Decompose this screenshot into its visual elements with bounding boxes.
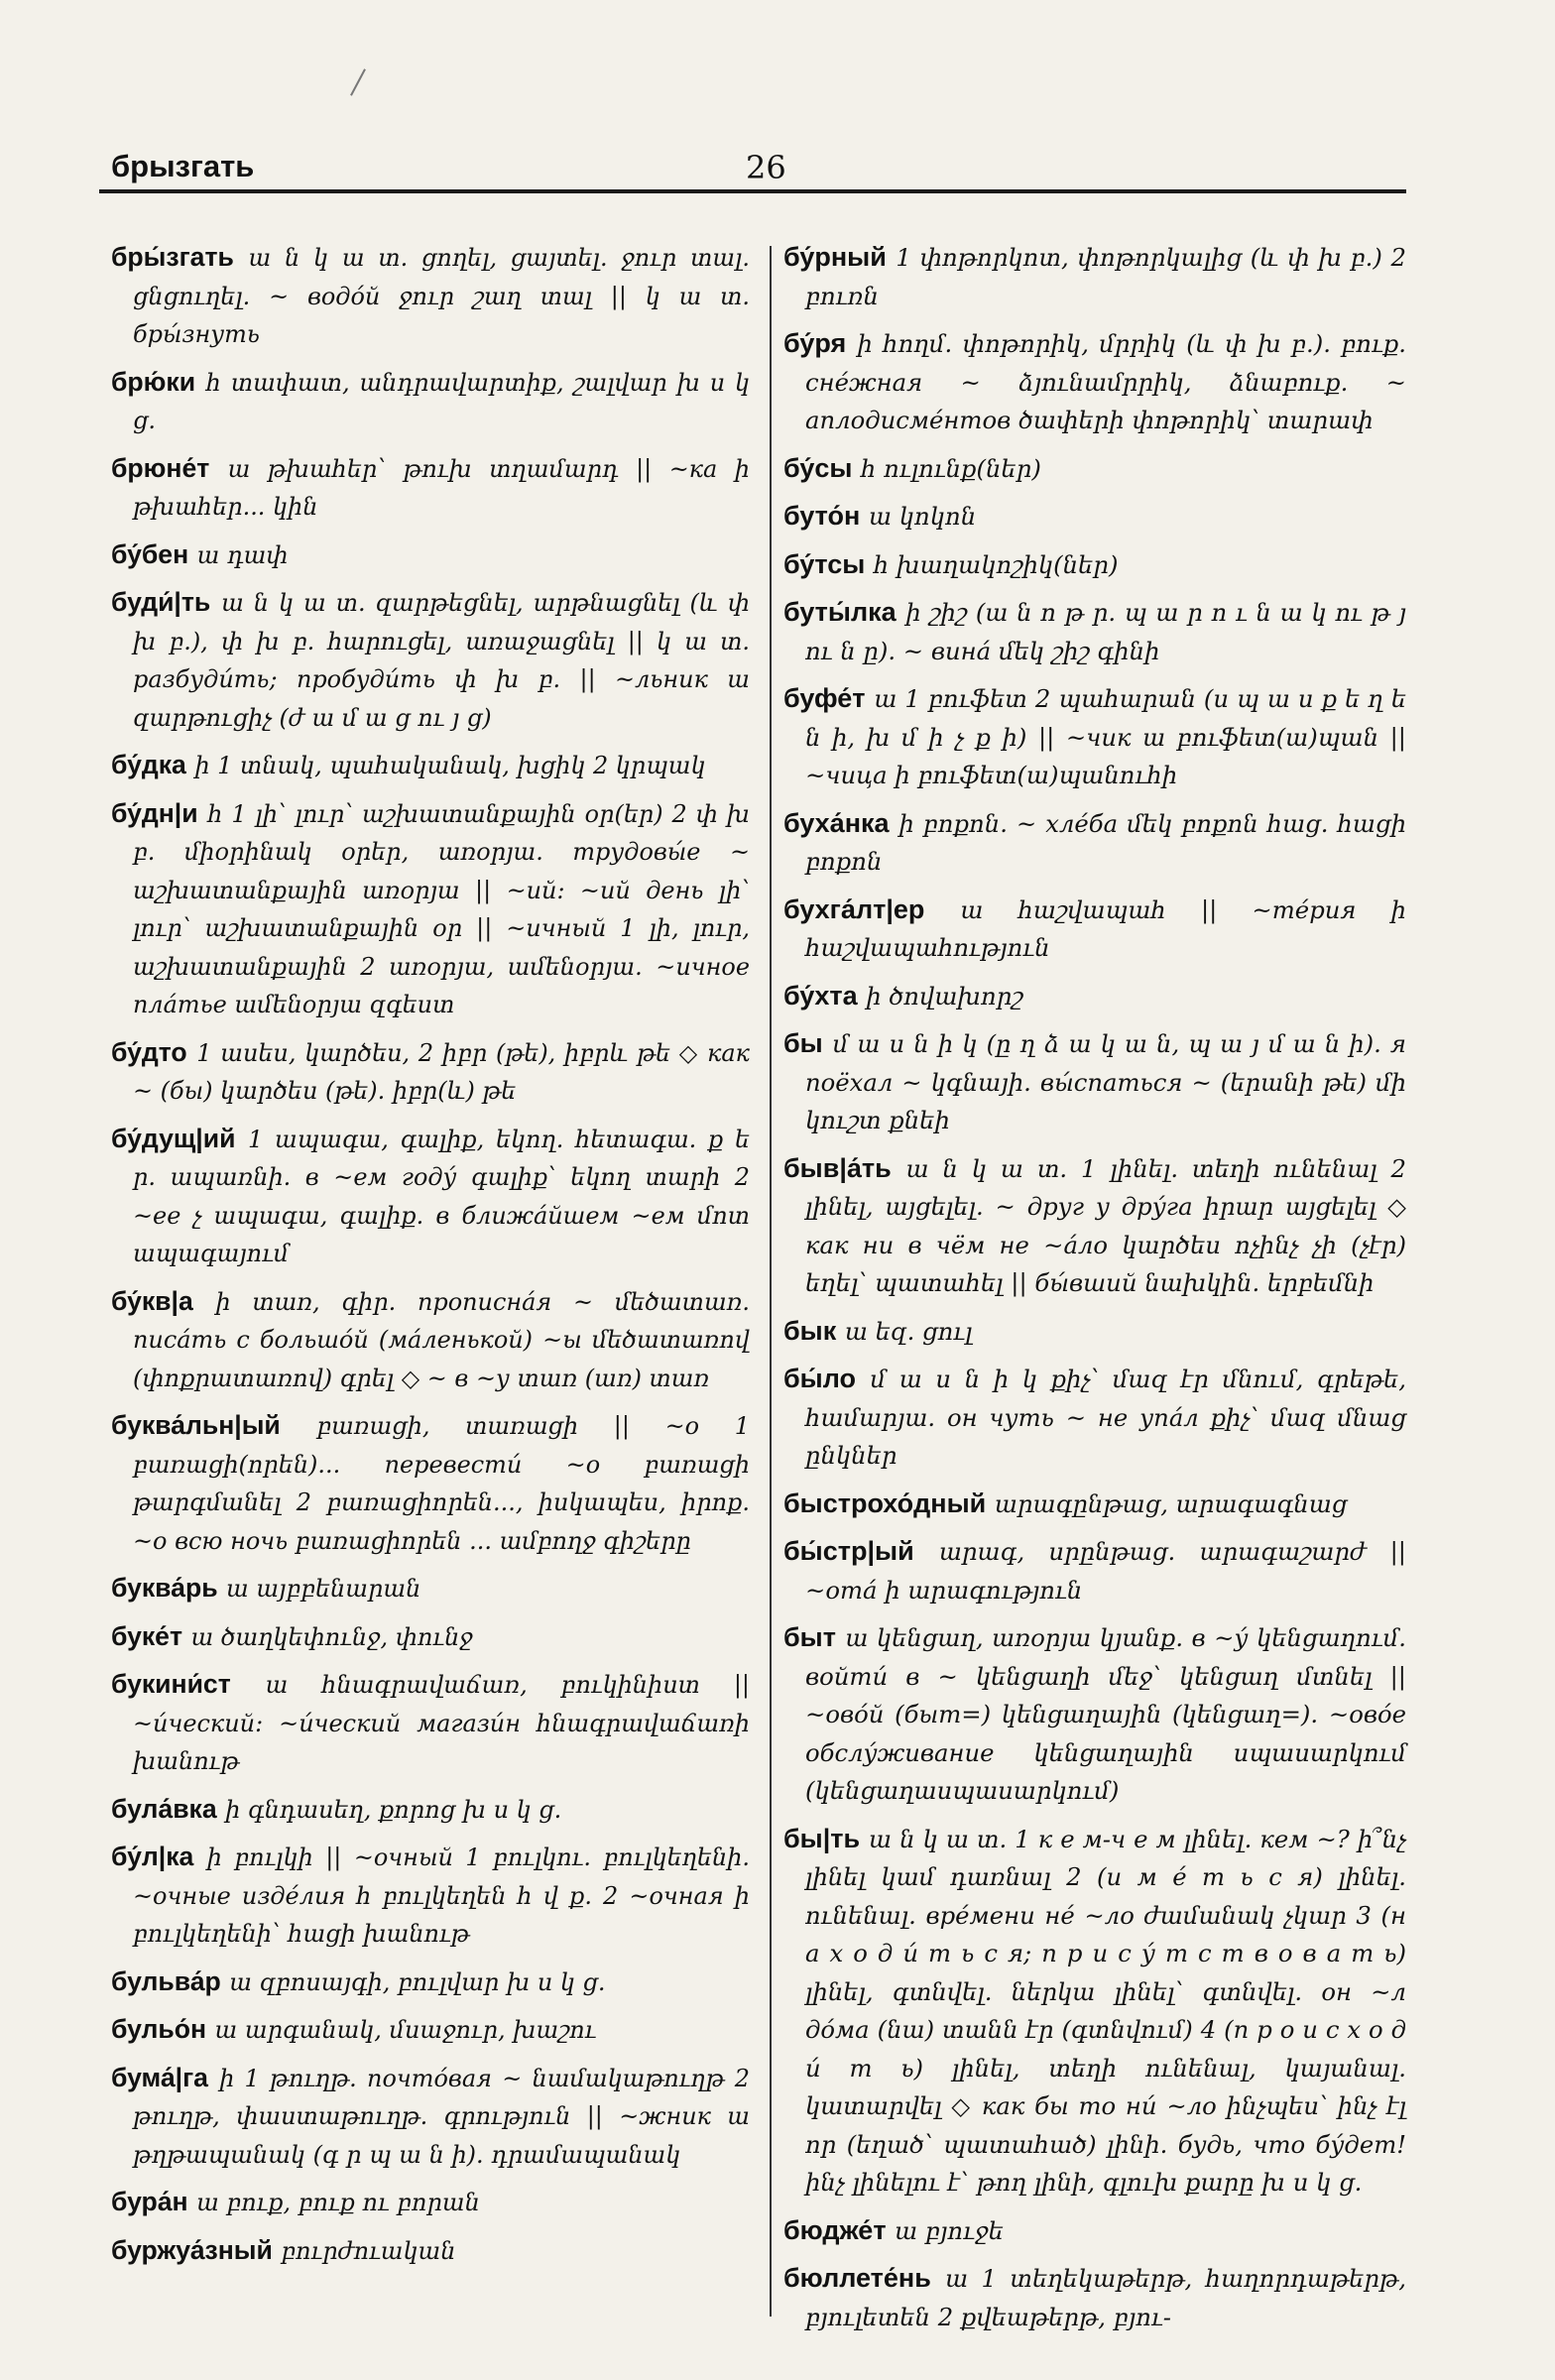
entry-definition: ա ն կ ա տ. ցողել, ցայտել. ջուր տալ. ցնցուղել. ~ водо́й ջուր շաղ տալ || կ ա տ. бры́знуть: [133, 244, 750, 348]
dictionary-entry: [111, 1033, 750, 1111]
entry-definition: ա թխահեր՝ թուխ տղամարդ || ~ка ի թխահեր... կին: [133, 454, 750, 521]
dictionary-entry: [111, 794, 750, 1024]
entry-headword: бу́бен: [111, 538, 189, 569]
entry-headword: быт: [783, 1622, 836, 1652]
column-divider: [770, 246, 772, 2317]
entry-definition: ա 1 տեղեկաթերթ, հաղորդաթերթ, բյուլետեն 2 քվեաթերթ, բյու-: [805, 2264, 1406, 2331]
entry-headword: бухга́лт|ер: [783, 893, 925, 924]
dictionary-entry: [111, 746, 750, 785]
entry-headword: буто́н: [783, 501, 861, 531]
dictionary-entry: [783, 1149, 1406, 1303]
dictionary-entry: [111, 1406, 750, 1560]
page-number: 26: [746, 149, 786, 186]
entry-definition: ի գնդասեղ, քորոց խ ս կ ց.: [225, 1795, 562, 1824]
entry-headword: бу́дка: [111, 750, 186, 779]
entry-headword: бу́рный: [783, 242, 887, 272]
entry-definition: ա արգանակ, մսաջուր, խաշու: [214, 2016, 597, 2044]
entry-headword: буха́нка: [783, 807, 890, 838]
entry-definition: ի 1 թուղթ. почто́вая ~ նամակաթուղթ 2 թուղթ, փաստաթուղթ. գրություն || ~жник ա թղթապանակ (գ ր պ ա ն ի). դրամապանակ: [133, 2064, 750, 2169]
entry-headword: буди́|ть: [111, 587, 211, 617]
entry-definition: ա զբոսայգի, բուլվար խ ս կ ց.: [229, 1967, 606, 1996]
dictionary-entry: [783, 1485, 1406, 1524]
dictionary-entry: [783, 1618, 1406, 1811]
dictionary-entry: [783, 545, 1406, 585]
dictionary-entry: [783, 238, 1406, 315]
entry-definition: ի շիշ (ա ն ո թ ր. պ ա ր ո ւ ն ա կ ու թ յ ու ն ը). ~ вина́ մեկ շիշ գինի: [805, 598, 1406, 665]
entry-definition: ա ծաղկեփունջ, փունջ: [190, 1622, 473, 1651]
entry-definition: հ տափատ, անդրավարտիք, շալվար խ ս կ ց.: [133, 368, 750, 434]
entry-definition: ա դափ: [196, 540, 289, 569]
entry-definition: ի բուլկի || ~очный 1 բուլկու. բուլկեղենի. ~очные изде́лия հ բուլկեղեն հ վ ք. 2 ~очная ի բուլկեղենի՝ հացի խանութ: [133, 1844, 750, 1948]
header-rule: [99, 189, 1406, 193]
entry-definition: ի 1 տնակ, պահականակ, խցիկ 2 կրպակ: [194, 752, 706, 779]
entry-headword: бума́|га: [111, 2062, 208, 2092]
entry-definition: ա բուք, բուք ու բորան: [196, 2189, 480, 2216]
left-column: [111, 238, 750, 2340]
entry-headword: буква́рь: [111, 1573, 218, 1603]
dictionary-entry: [111, 2183, 750, 2222]
page-header: [111, 149, 1400, 192]
dictionary-entry: [111, 1569, 750, 1608]
entry-headword: бу́тсы: [783, 548, 866, 579]
entry-headword: буты́лка: [783, 597, 897, 627]
dictionary-entry: [783, 679, 1406, 795]
entry-headword: бу́дущ|ий: [111, 1123, 236, 1153]
entry-headword: бу́кв|а: [111, 1285, 193, 1316]
entry-definition: արագընթաց, արագագնաց: [994, 1488, 1348, 1518]
entry-definition: բուրժուական: [281, 2236, 456, 2265]
entry-definition: հ ուլունք(ներ): [861, 453, 1041, 483]
dictionary-entry: [111, 2010, 750, 2050]
dictionary-entry: [783, 449, 1406, 489]
entry-headword: брюне́т: [111, 452, 210, 483]
entry-definition: ի հողմ. փոթորիկ, մրրիկ (և փ խ բ.). բուք. сне́жная ~ ձյունամրրիկ, ձնաբուք. ~ аплодисме́нтов ծափերի փոթորիկ՝ տարափ: [805, 329, 1406, 434]
dictionary-entry: [783, 593, 1406, 670]
entry-definition: ա այբբենարան: [226, 1575, 421, 1603]
entry-headword: бы́ло: [783, 1364, 857, 1393]
entry-headword: бульо́н: [111, 2014, 207, 2044]
entry-headword: бу́сы: [783, 452, 853, 483]
entry-headword: бу́дто: [111, 1036, 187, 1067]
entry-headword: бык: [783, 1315, 837, 1346]
entry-headword: быв|а́ть: [783, 1152, 892, 1183]
entry-definition: ա 1 բուֆետ 2 պահարան (ս պ ա ս ք ե ղ ե ն ի, խ մ ի չ ք ի) || ~чик ա բուֆետ(ա)պան || ~чица ի բուֆետ(ա)պանուհի: [805, 684, 1406, 789]
dictionary-entry: [111, 2231, 750, 2271]
entry-headword: быстрохо́дный: [783, 1488, 987, 1518]
dictionary-entry: [111, 449, 750, 527]
entry-headword: бу́дн|и: [111, 797, 198, 828]
entry-definition: 1 ապագա, գալիք, եկող. հետագա. ք ե ր. ապառնի. в ~ем году́ գալիք՝ եկող տարի 2 ~ее չ ապագա, գալիք. в ближа́йшем ~ем մոտ ապագայում: [133, 1125, 750, 1267]
entry-definition: հ խաղակոշիկ(ներ): [873, 549, 1119, 579]
entry-definition: 1 ասես, կարծես, 2 իբր (թե), իբրև թե ◇ как ~ (бы) կարծես (թե). իբր(և) թե: [133, 1038, 750, 1105]
entry-headword: бы|ть: [783, 1823, 861, 1853]
entry-definition: մ ա ս ն ի կ քիչ՝ մազ էր մնում, գրեթե, համարյա. он чуть ~ не упа́л քիչ՝ մազ մնաց ընկներ: [805, 1365, 1406, 1470]
dictionary-entry: [111, 1790, 750, 1830]
entry-definition: ի ծովախորշ: [866, 981, 1023, 1011]
dictionary-entry: [783, 1360, 1406, 1476]
entry-headword: бы: [783, 1028, 823, 1058]
entry-definition: ա կոկոն: [868, 502, 977, 531]
entry-definition: ա ն կ ա տ. 1 լինել. տեղի ունենալ 2 լինել, այցելել. ~ друг у дру́га իրար այցելել ◇ как ни в чём не ~а́ло կարծես ոչինչ չի (չէր) եղել՝ պատահել || бы́вший նախկին. երբեմնի: [805, 1153, 1406, 1297]
dictionary-entry: [783, 2211, 1406, 2251]
entry-definition: ա հնագրավաճառ, բուկինիստ || ~и́ческий: ~и́ческий магази́н հնագրավաճառի խանութ: [133, 1671, 750, 1775]
entry-definition: ա եզ. ցուլ: [844, 1316, 973, 1346]
entry-definition: ա ն կ ա տ. զարթեցնել, արթնացնել (և փ խ բ.), փ խ բ. հարուցել, առաջացնել || կ ա տ. разбуди́ть; пробуди́ть փ խ բ. || ~льник ա զարթուցիչ (ժ ա մ ա ց ու յ ց): [133, 589, 750, 732]
entry-headword: бу́хта: [783, 980, 858, 1011]
entry-definition: ա ն կ ա տ. 1 к е м-ч е м լինել. кем ~? ի՞նչ լինել կամ դառնալ 2 (и м е́ т ь с я) լինել. ունենալ. вре́мени не́ ~ло ժամանակ չկար 3 (н а х о д и́ т ь с я; п р и с у́ т с т в о в а т ь) լինել, գտնվել. ներկա լինել՝ գտնվել. он ~л до́ма (նա) տանն էր (գտնվում) 4 (п р о и с х о д и́ т ь) լինել, տեղի ունենալ, կայանալ. կատարվել ◇ как бы то ни́ ~ло ինչպես՝ ինչ էլ որ (եղած՝ պատահած) լինի. будь, что бу́дет! ինչ լինելու է՝ թող լինի, գլուխ քարը խ ս կ ց.: [805, 1824, 1406, 2197]
entry-headword: бу́ря: [783, 328, 847, 358]
dictionary-entry: [111, 1282, 750, 1398]
entry-headword: буржуа́зный: [111, 2234, 273, 2265]
entry-headword: брю́ки: [111, 366, 196, 397]
dictionary-entry: [783, 497, 1406, 536]
entry-headword: бу́л|ка: [111, 1842, 194, 1871]
dictionary-entry: [111, 1665, 750, 1781]
entry-definition: 1 փոթորկոտ, փոթորկալից (և փ խ բ.) 2 բուռն: [805, 243, 1406, 310]
scan-mark: [350, 68, 366, 95]
dictionary-entry: [111, 536, 750, 575]
dictionary-entry: [783, 977, 1406, 1016]
entry-headword: бюллете́нь: [783, 2263, 931, 2293]
entry-headword: бюдже́т: [783, 2214, 887, 2245]
entry-headword: бры́згать: [111, 242, 234, 272]
entry-headword: буфе́т: [783, 683, 866, 713]
dictionary-entry: [783, 324, 1406, 440]
entry-headword: була́вка: [111, 1793, 217, 1824]
entry-definition: արագ, սրընթաց. արագաշարժ || ~ота́ ի արագություն: [805, 1537, 1406, 1605]
entry-definition: մ ա ս ն ի կ (ը ղ ձ ա կ ա ն, պ ա յ մ ա ն ի). я поёхал ~ կգնայի. вы́спаться ~ (երանի թե) մի կուշտ քնեի: [805, 1029, 1406, 1134]
dictionary-entry: [111, 1963, 750, 2002]
entry-headword: букини́ст: [111, 1669, 231, 1699]
dictionary-entry: [783, 1312, 1406, 1352]
entry-headword: бульва́р: [111, 1965, 221, 1996]
dictionary-entry: [783, 891, 1406, 968]
dictionary-entry: [783, 1820, 1406, 2202]
dictionary-entry: [783, 804, 1406, 882]
entry-definition: ա կենցաղ, առօրյա կյանք. в ~у́ կենցաղում. войти́ в ~ կենցաղի մեջ՝ կենցաղ մտնել || ~ово́й (быт=) կենցաղային (կենցաղ=). ~ово́е обслу́живание կենցաղային սպասարկում (կենցաղասպասարկում): [805, 1623, 1407, 1805]
dictionary-entry: [111, 1617, 750, 1657]
right-column: [783, 238, 1407, 2331]
dictionary-entry: [111, 363, 750, 440]
dictionary-entry: [111, 1838, 750, 1954]
entry-headword: буке́т: [111, 1620, 182, 1651]
running-head: брызгать: [111, 149, 255, 183]
entry-definition: բառացի, տառացի || ~о 1 բառացի(որեն)... перевести́ ~о բառացի թարգմանել 2 բառացիորեն..., իսկապես, իրոք. ~о всю ночь բառացիորեն ... ամբողջ գիշերը: [133, 1412, 750, 1555]
entry-headword: бы́стр|ый: [783, 1536, 914, 1566]
entry-headword: буква́льн|ый: [111, 1410, 281, 1440]
entry-headword: бура́н: [111, 2187, 188, 2216]
entry-definition: հ 1 լի՝ լուր՝ աշխատանքային օր(եր) 2 փ խ բ. միօրինակ օրեր, առօրյա. трудовы́е ~ աշխատանքային առօրյա || ~ий: ~ий день լի՝ լուր՝ աշխատանքային օր || ~ичный 1 լի, լուր, աշխատանքային 2 առօրյա, ամենօրյա. ~ичное пла́тье ամենօրյա զգեստ: [133, 799, 750, 1018]
dictionary-entry: [783, 1532, 1406, 1609]
entry-definition: ա բյուջե: [895, 2215, 1004, 2245]
dictionary-entry: [111, 2059, 750, 2175]
dictionary-entry: [783, 1024, 1406, 1140]
dictionary-entry: [783, 2259, 1406, 2336]
dictionary-entry: [111, 1120, 750, 1273]
entry-definition: ի բոքոն. ~ хле́ба մեկ բոքոն հաց. հացի բոքոն: [805, 808, 1406, 876]
entry-definition: ի տառ, գիր. прописна́я ~ մեծատառ. писа́ть с большо́й (ма́ленькой) ~ы մեծատառով (փոքրատառով) գրել ◇ ~ в ~у տառ (առ) տառ: [133, 1287, 750, 1392]
dictionary-entry: [111, 238, 750, 354]
entry-definition: ա հաշվապահ || ~те́рия ի հաշվապահություն: [805, 894, 1406, 962]
dictionary-entry: [111, 583, 750, 737]
